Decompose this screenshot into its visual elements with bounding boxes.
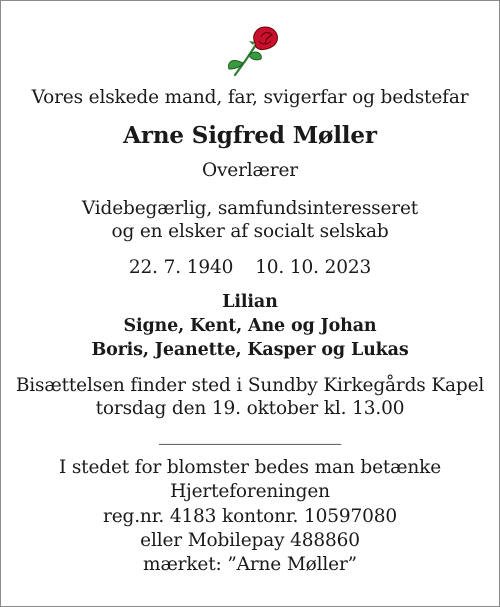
life-dates: [1, 257, 499, 279]
notice-heading: Vores elskede mand, far, svigerfar og bedstefar: [31, 87, 469, 108]
donation-line-1: I stedet for blomster bedes man betænke: [58, 457, 442, 478]
mourner-line-3: Boris, Jeanette, Kasper og Lukas: [91, 340, 409, 360]
mourner-line-1: Lilian: [222, 292, 278, 312]
description-line-2: og en elsker af socialt selskab: [111, 221, 389, 242]
divider: ____________________: [158, 424, 341, 445]
birth-date: 22. 7. 1940: [128, 257, 234, 278]
profession-title: Overlærer: [201, 160, 298, 181]
donation-line-2: Hjerteforeningen: [170, 481, 330, 502]
donation-line-3: reg.nr. 4183 kontonr. 10597080: [103, 506, 397, 527]
rose-icon: [221, 23, 281, 79]
donation-line-5: mærket: ”Arne Møller”: [143, 554, 357, 575]
donation-line-4: eller Mobilepay 488860: [140, 530, 360, 551]
funeral-line-1: Bisættelsen finder sted i Sundby Kirkegårds Kapel: [15, 375, 485, 396]
deceased-name: Arne Sigfred Møller: [123, 122, 377, 149]
mourner-line-2: Signe, Kent, Ane og Johan: [123, 316, 377, 336]
funeral-line-2: torsdag den 19. oktober kl. 13.00: [95, 398, 405, 419]
description-line-1: Videbegærlig, samfundsinteresseret: [81, 198, 419, 219]
death-date: 10. 10. 2023: [255, 257, 372, 278]
